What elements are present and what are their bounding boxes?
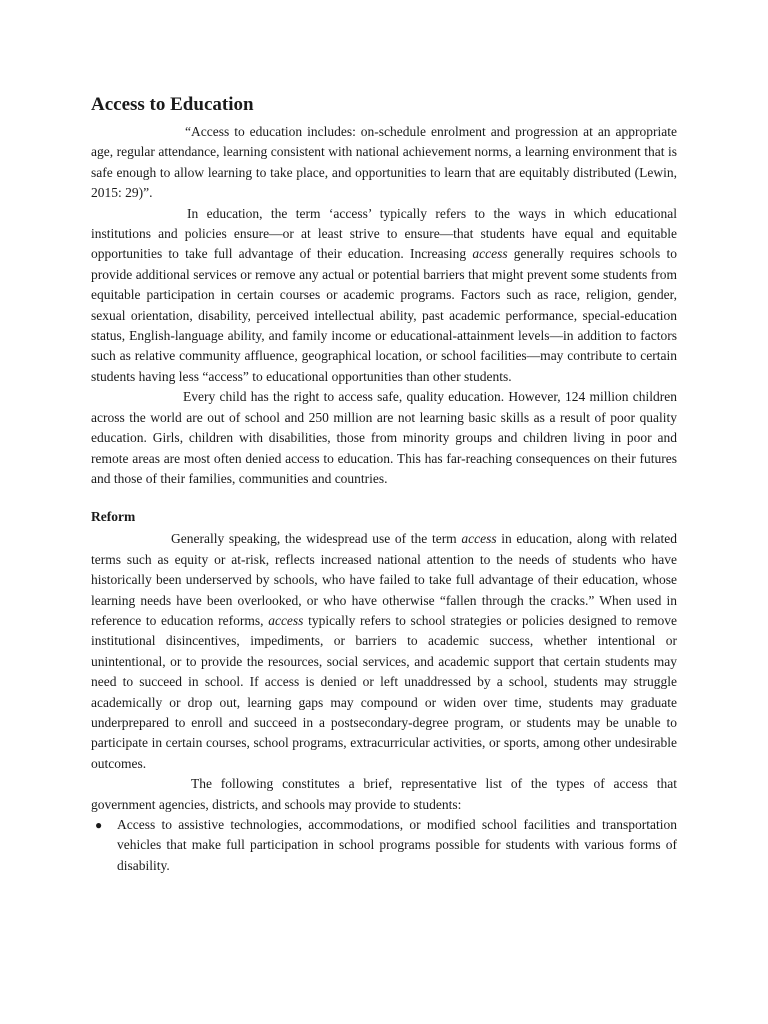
text-span: in education, along with related terms such as equity or at-risk, reflects increased national attention to the needs of students who have historically been underserved by schools, who have failed to take full advantage of their education, whose learning needs have been overlooked, or who have otherwise “fallen through the cracks.” When used in reference to education reforms,	[91, 531, 677, 628]
text-span: typically refers to school strategies or policies designed to remove institutional disincentives, impediments, or barriers to academic success, whether intentional or unintentional, or to provide the resources, social services, and academic support that certain students may need to succeed in school. If access is denied or left unaddressed by a school, students may struggle academically or drop out, learning gaps may compound or widen over time, students may graduate underprepared to enroll and succeed in a postsecondary-degree program, or students may be unable to participate in certain courses, school programs, extracurricular activities, or sports, among other undesirable outcomes.	[91, 612, 677, 771]
emphasis-access: access	[472, 246, 508, 262]
access-types-list	[91, 815, 677, 876]
list-item	[91, 815, 677, 876]
access-definition-paragraph	[91, 204, 677, 388]
right-to-education-paragraph: Every child has the right to access safe, quality education. However, 124 million children across the world are out of school and 250 million are not learning basic skills as a result of poor quality education. Girls, children with disabilities, those from minority groups and children living in poor and remote areas are most often denied access to education. This has far-reaching consequences on their futures and those of their families, communities and countries.	[91, 389, 677, 486]
text-span: Generally speaking, the widespread use of the term	[171, 531, 462, 547]
quote-paragraph: “Access to education includes: on-schedule enrolment and progression at an appropriate age, regular attendance, learning consistent with national achievement norms, a learning environment that is safe enough to allow learning to take place, and opportunities to learn that are equitably distributed (Lewin, 2015: 29)”.	[91, 124, 677, 201]
list-item-text: Access to assistive technologies, accommodations, or modified school facilities and transportation vehicles that make full participation in school programs possible for students with various forms of disability.	[117, 817, 677, 873]
document-page	[91, 92, 677, 876]
document-title: Access to Education	[91, 94, 254, 115]
text-span: generally requires schools to provide additional services or remove any actual or potential barriers that might prevent some students from equitable participation in certain courses or academic programs. Factors such as race, religion, gender, sexual orientation, disability, perceived intellectual ability, past academic performance, special-education status, English-language ability, and family income or educational-attainment levels—in addition to factors such as relative community affluence, geographical location, or school facilities—may contribute to certain students having less “access” to educational opportunities than other students.	[91, 246, 677, 384]
bullet-icon: ●	[95, 818, 103, 832]
list-intro-paragraph: The following constitutes a brief, representative list of the types of access that government agencies, districts, and schools may provide to students:	[91, 776, 677, 812]
emphasis-access: access	[268, 612, 304, 628]
reform-paragraph	[91, 529, 677, 774]
section-heading-reform: Reform	[91, 509, 136, 525]
emphasis-access: access	[461, 531, 497, 547]
text-span: In education, the term ‘access’ typically refers to the ways in which educational institutions and policies ensure—or at least strive to ensure—that students have equal and equitable opportunities to take full advantage of their education. Increasing	[91, 205, 677, 262]
